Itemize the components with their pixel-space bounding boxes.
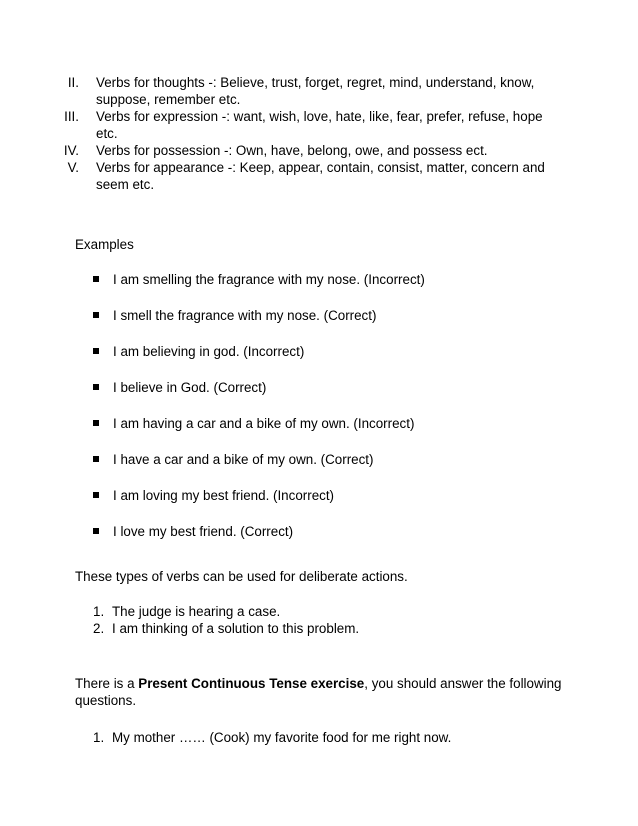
example-text: I am having a car and a bike of my own. (Incorrect)	[113, 416, 415, 431]
list-number: III.	[64, 109, 79, 124]
exercise-intro-bold: Present Continuous Tense exercise	[138, 676, 365, 691]
list-item	[0, 415, 638, 451]
list-item	[0, 159, 638, 193]
list-item	[0, 523, 638, 559]
list-text: My mother …… (Cook) my favorite food for me right now.	[112, 730, 452, 745]
list-item	[0, 451, 638, 487]
list-item	[0, 620, 638, 637]
list-item	[0, 343, 638, 379]
deliberate-intro: These types of verbs can be used for deliberate actions.	[75, 569, 408, 584]
example-text: I have a car and a bike of my own. (Correct)	[113, 452, 374, 467]
list-item	[0, 729, 638, 746]
exercise-intro-before: There is a	[75, 676, 139, 691]
list-text: The judge is hearing a case.	[112, 604, 281, 619]
list-item	[0, 271, 638, 307]
list-text: Verbs for possession -: Own, have, belong, owe, and possess ect.	[96, 143, 488, 158]
list-number: 1.	[93, 730, 105, 745]
list-number: IV.	[63, 143, 79, 158]
list-text: Verbs for appearance -: Keep, appear, contain, consist, matter, concern and seem etc.	[96, 160, 545, 192]
example-text: I am loving my best friend. (Incorrect)	[113, 488, 335, 503]
list-item	[0, 108, 638, 142]
example-text: I believe in God. (Correct)	[113, 380, 267, 395]
list-number: II.	[67, 75, 79, 90]
exercise-intro-after: , you should answer the following questions.	[75, 676, 562, 708]
list-text: I am thinking of a solution to this problem.	[112, 621, 360, 636]
list-number: 2.	[93, 621, 105, 636]
list-item	[0, 74, 638, 108]
list-number: 1.	[93, 604, 105, 619]
list-number: V.	[67, 160, 79, 175]
exercise-list	[0, 729, 638, 746]
example-text: I smell the fragrance with my nose. (Correct)	[113, 308, 377, 323]
examples-list	[0, 271, 638, 559]
list-item	[0, 487, 638, 523]
list-item	[0, 307, 638, 343]
list-item	[0, 379, 638, 415]
example-text: I am believing in god. (Incorrect)	[113, 344, 305, 359]
example-text: I love my best friend. (Correct)	[113, 524, 294, 539]
list-text: Verbs for thoughts -: Believe, trust, forget, regret, mind, understand, know, suppose, remember etc.	[96, 75, 535, 107]
verb-category-list	[0, 74, 638, 193]
example-text: I am smelling the fragrance with my nose. (Incorrect)	[113, 272, 425, 287]
exercise-intro	[75, 675, 565, 709]
list-item	[0, 603, 638, 620]
list-item	[0, 142, 638, 159]
list-text: Verbs for expression -: want, wish, love, hate, like, fear, prefer, refuse, hope etc.	[96, 109, 543, 141]
examples-heading: Examples	[75, 237, 134, 252]
deliberate-list	[0, 603, 638, 637]
